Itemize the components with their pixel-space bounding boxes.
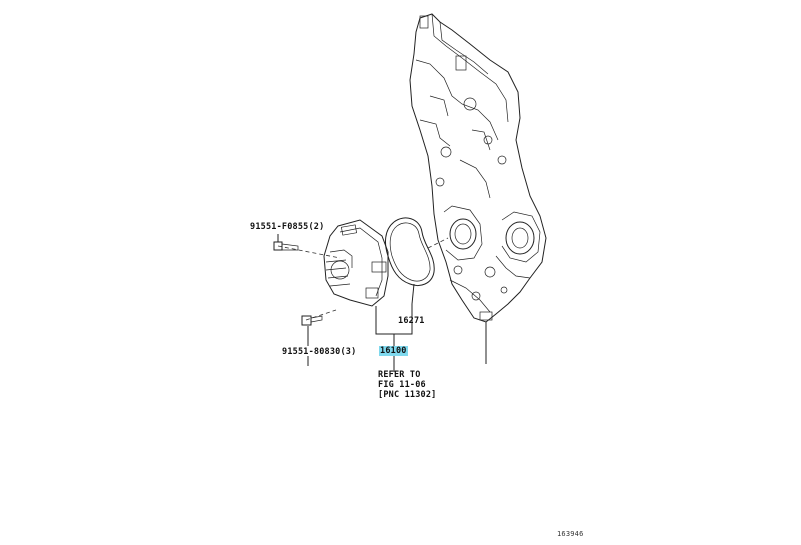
callout-bolt-upper[interactable]: 91551-F0855(2) bbox=[250, 222, 325, 232]
refer-note-line2: FIG 11-06 bbox=[378, 380, 426, 390]
callout-bolt-lower[interactable]: 91551-80830(3) bbox=[282, 347, 357, 357]
refer-note-line3[interactable]: [PNC 11302] bbox=[378, 390, 437, 400]
callout-water-pump[interactable]: 16100 bbox=[380, 346, 407, 356]
callout-gasket[interactable]: 16271 bbox=[398, 316, 425, 326]
gasket-illustration bbox=[386, 218, 435, 304]
lower-bolt-illustration bbox=[302, 316, 322, 366]
timing-cover-illustration bbox=[410, 14, 546, 364]
refer-note-line1: REFER TO bbox=[378, 370, 421, 380]
figure-id: 163946 bbox=[557, 530, 584, 538]
